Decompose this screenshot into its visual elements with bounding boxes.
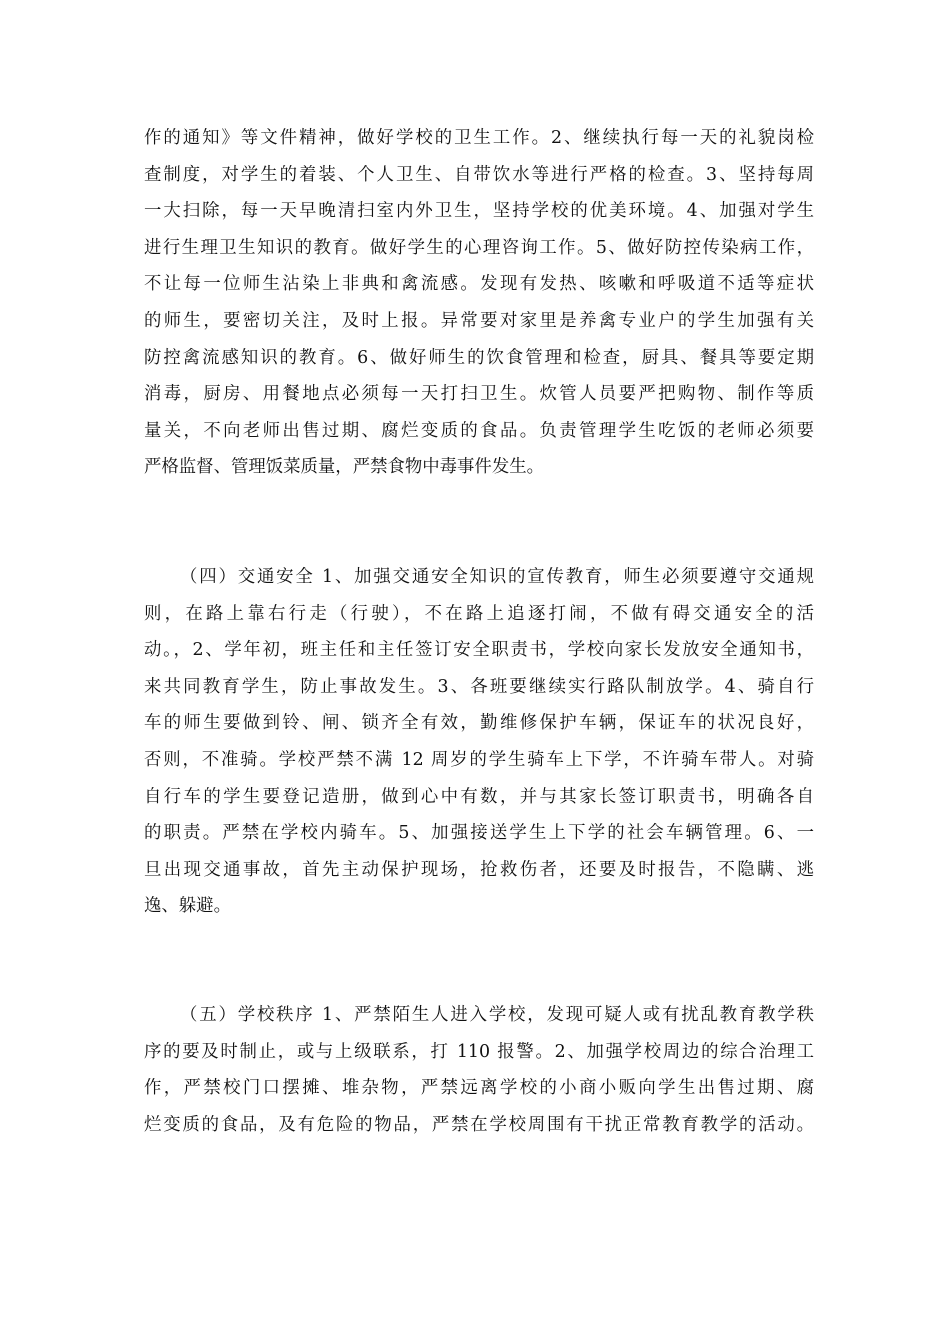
text-line: 则，在路上靠右行走（行驶），不在路上追逐打闹，不做有碍交通安全的活 (144, 603, 814, 624)
paragraph-hygiene (144, 120, 814, 486)
text-line: 的师生，要密切关注，及时上报。异常要对家里是养禽专业户的学生加强有关 (144, 310, 814, 331)
text-line: 进行生理卫生知识的教育。做好学生的心理咨询工作。5、做好防控传染病工作， (144, 237, 814, 258)
text-line: 作的通知》等文件精神，做好学校的卫生工作。2、继续执行每一天的礼貌岗检 (144, 128, 814, 148)
text-line: 车的师生要做到铃、闸、锁齐全有效，勤维修保护车辆，保证车的状况良好， (144, 713, 814, 734)
text-line: 烂变质的食品，及有危险的物品，严禁在学校周围有干扰正常教育教学的活动。 (144, 1114, 814, 1135)
text-line: 序的要及时制止，或与上级联系，打 110 报警。2、加强学校周边的综合治理工 (144, 1041, 814, 1062)
text-line: 消毒，厨房、用餐地点必须每一天打扫卫生。炊管人员要严把购物、制作等质 (144, 384, 814, 405)
text-line: 逸、躲避。 (144, 896, 231, 917)
text-line: 查制度，对学生的着装、个人卫生、自带饮水等进行严格的检查。3、坚持每周 (144, 164, 814, 185)
text-line: 旦出现交通事故，首先主动保护现场，抢救伤者，还要及时报告，不隐瞒、逃 (144, 859, 814, 880)
text-line: 防控禽流感知识的教育。6、做好师生的饮食管理和检查，厨具、餐具等要定期 (144, 347, 814, 368)
paragraph-school-order (144, 997, 814, 1143)
text-line: 的职责。严禁在学校内骑车。5、加强接送学生上下学的社会车辆管理。6、一 (144, 823, 814, 844)
text-line: 来共同教育学生，防止事故发生。3、各班要继续实行路队制放学。4、骑自行 (144, 676, 814, 697)
text-line: 作，严禁校门口摆摊、堆杂物，严禁远离学校的小商小贩向学生出售过期、腐 (144, 1078, 814, 1099)
text-line: 不让每一位师生沾染上非典和禽流感。发现有发热、咳嗽和呼吸道不适等症状 (144, 274, 814, 295)
text-line: 动。，2、学年初，班主任和主任签订安全职责书，学校向家长发放安全通知书， (144, 640, 814, 661)
text-line: 否则，不准骑。学校严禁不满 12 周岁的学生骑车上下学，不许骑车带人。对骑 (144, 749, 814, 770)
paragraph-traffic-safety (144, 559, 814, 925)
text-line: 一大扫除，每一天早晚清扫室内外卫生，坚持学校的优美环境。4、加强对学生 (144, 201, 814, 222)
text-line: （四）交通安全 1、加强交通安全知识的宣传教育，师生必须要遵守交通规 (180, 567, 814, 587)
text-line: 严格监督、管理饭菜质量，严禁食物中毒事件发生。 (144, 457, 544, 478)
text-line: （五）学校秩序 1、严禁陌生人进入学校，发现可疑人或有扰乱教育教学秩 (180, 1005, 814, 1025)
text-line: 量关，不向老师出售过期、腐烂变质的食品。负责管理学生吃饭的老师必须要 (144, 420, 814, 441)
text-line: 自行车的学生要登记造册，做到心中有数，并与其家长签订职责书，明确各自 (144, 786, 814, 807)
